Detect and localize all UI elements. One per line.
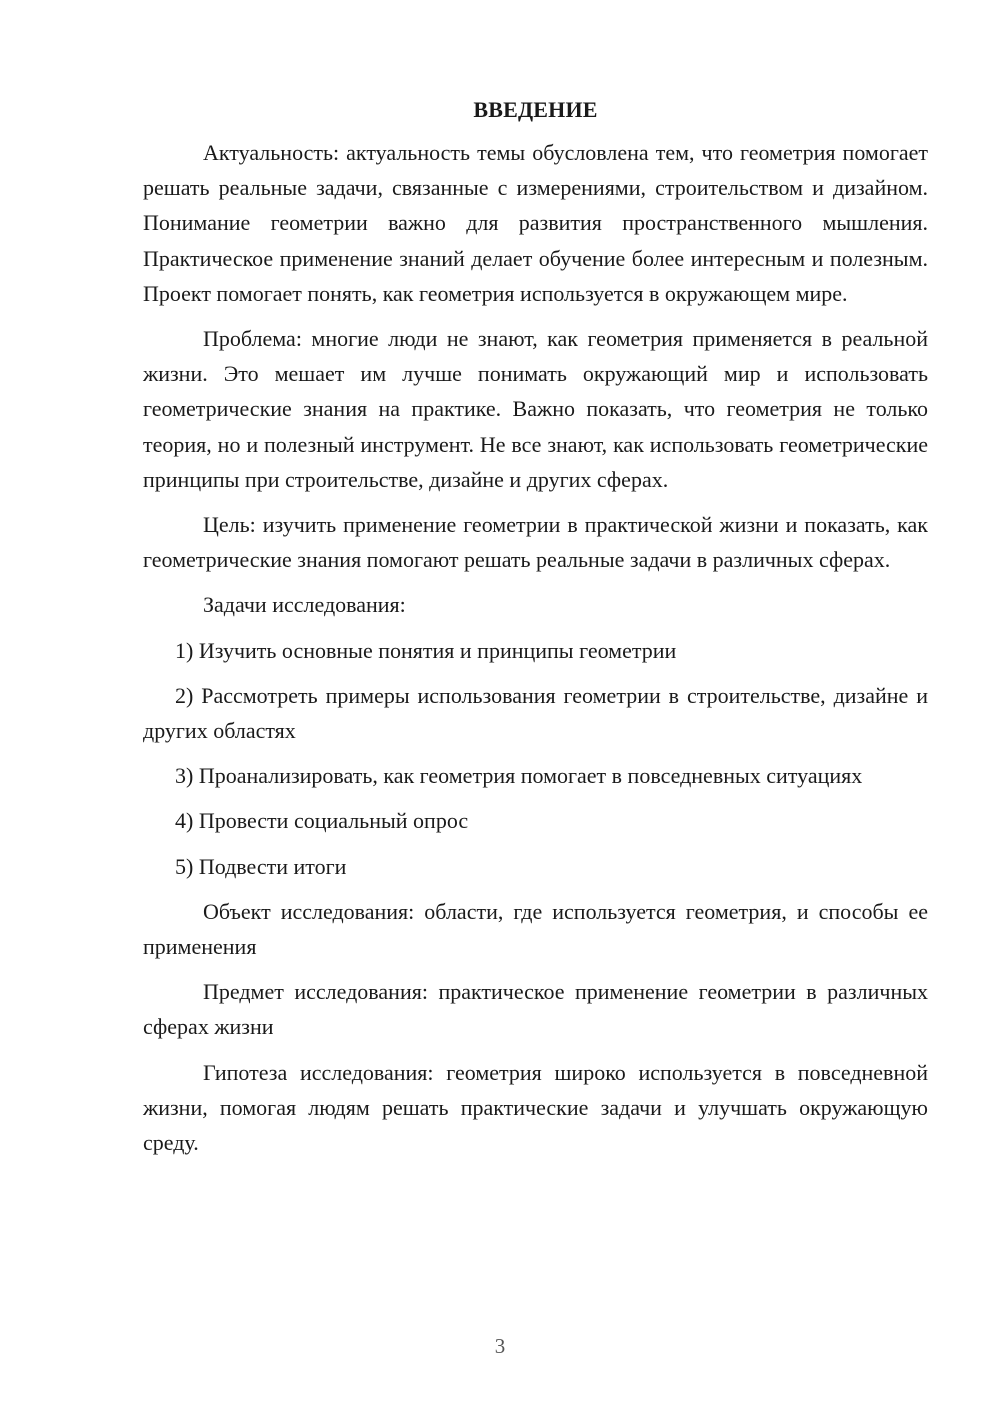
tasks-heading: Задачи исследования: xyxy=(203,592,406,618)
paragraph-subject: Предмет исследования: практическое применение геометрии в различных сферах жизни xyxy=(143,979,928,1040)
paragraph-hypothesis: Гипотеза исследования: геометрия широко используется в повседневной жизни, помогая людям решать практические задачи и улучшать окружающую среду. xyxy=(143,1059,928,1156)
paragraph-goal: Цель: изучить применение геометрии в практической жизни и показать, как геометрические знания помогают решать реальные задачи в различных сферах. xyxy=(143,512,928,573)
document-page xyxy=(143,95,928,1160)
page-title: ВВЕДЕНИЕ xyxy=(473,97,598,122)
page-number: 3 xyxy=(494,1334,506,1358)
list-item: 5) Подвести итоги xyxy=(175,853,347,879)
paragraph-relevance: Актуальность: актуальность темы обусловлена тем, что геометрия помогает решать реальные задачи, связанные с измерениями, строительством и дизайном. Понимание геометрии важно для развития пространственного мышления. Практическое применение знаний делает обучение более интересным и полезным. Проект помогает понять, как геометрия используется в окружающем мире. xyxy=(143,140,928,306)
paragraph-problem: Проблема: многие люди не знают, как геометрия применяется в реальной жизни. Это мешает им лучше понимать окружающий мир и использовать геометрические знания на практике. Важно показать, что геометрия не только теория, но и полезный инструмент. Не все знают, как использовать геометрические принципы при строительстве, дизайне и других сферах. xyxy=(143,326,928,492)
list-item: 1) Изучить основные понятия и принципы геометрии xyxy=(175,637,677,663)
list-item: 3) Проанализировать, как геометрия помогает в повседневных ситуациях xyxy=(175,763,863,789)
list-item: 2) Рассмотреть примеры использования геометрии в строительстве, дизайне и других областях xyxy=(143,682,928,744)
paragraph-object: Объект исследования: области, где используется геометрия, и способы ее применения xyxy=(143,898,928,960)
list-item: 4) Провести социальный опрос xyxy=(175,808,469,834)
